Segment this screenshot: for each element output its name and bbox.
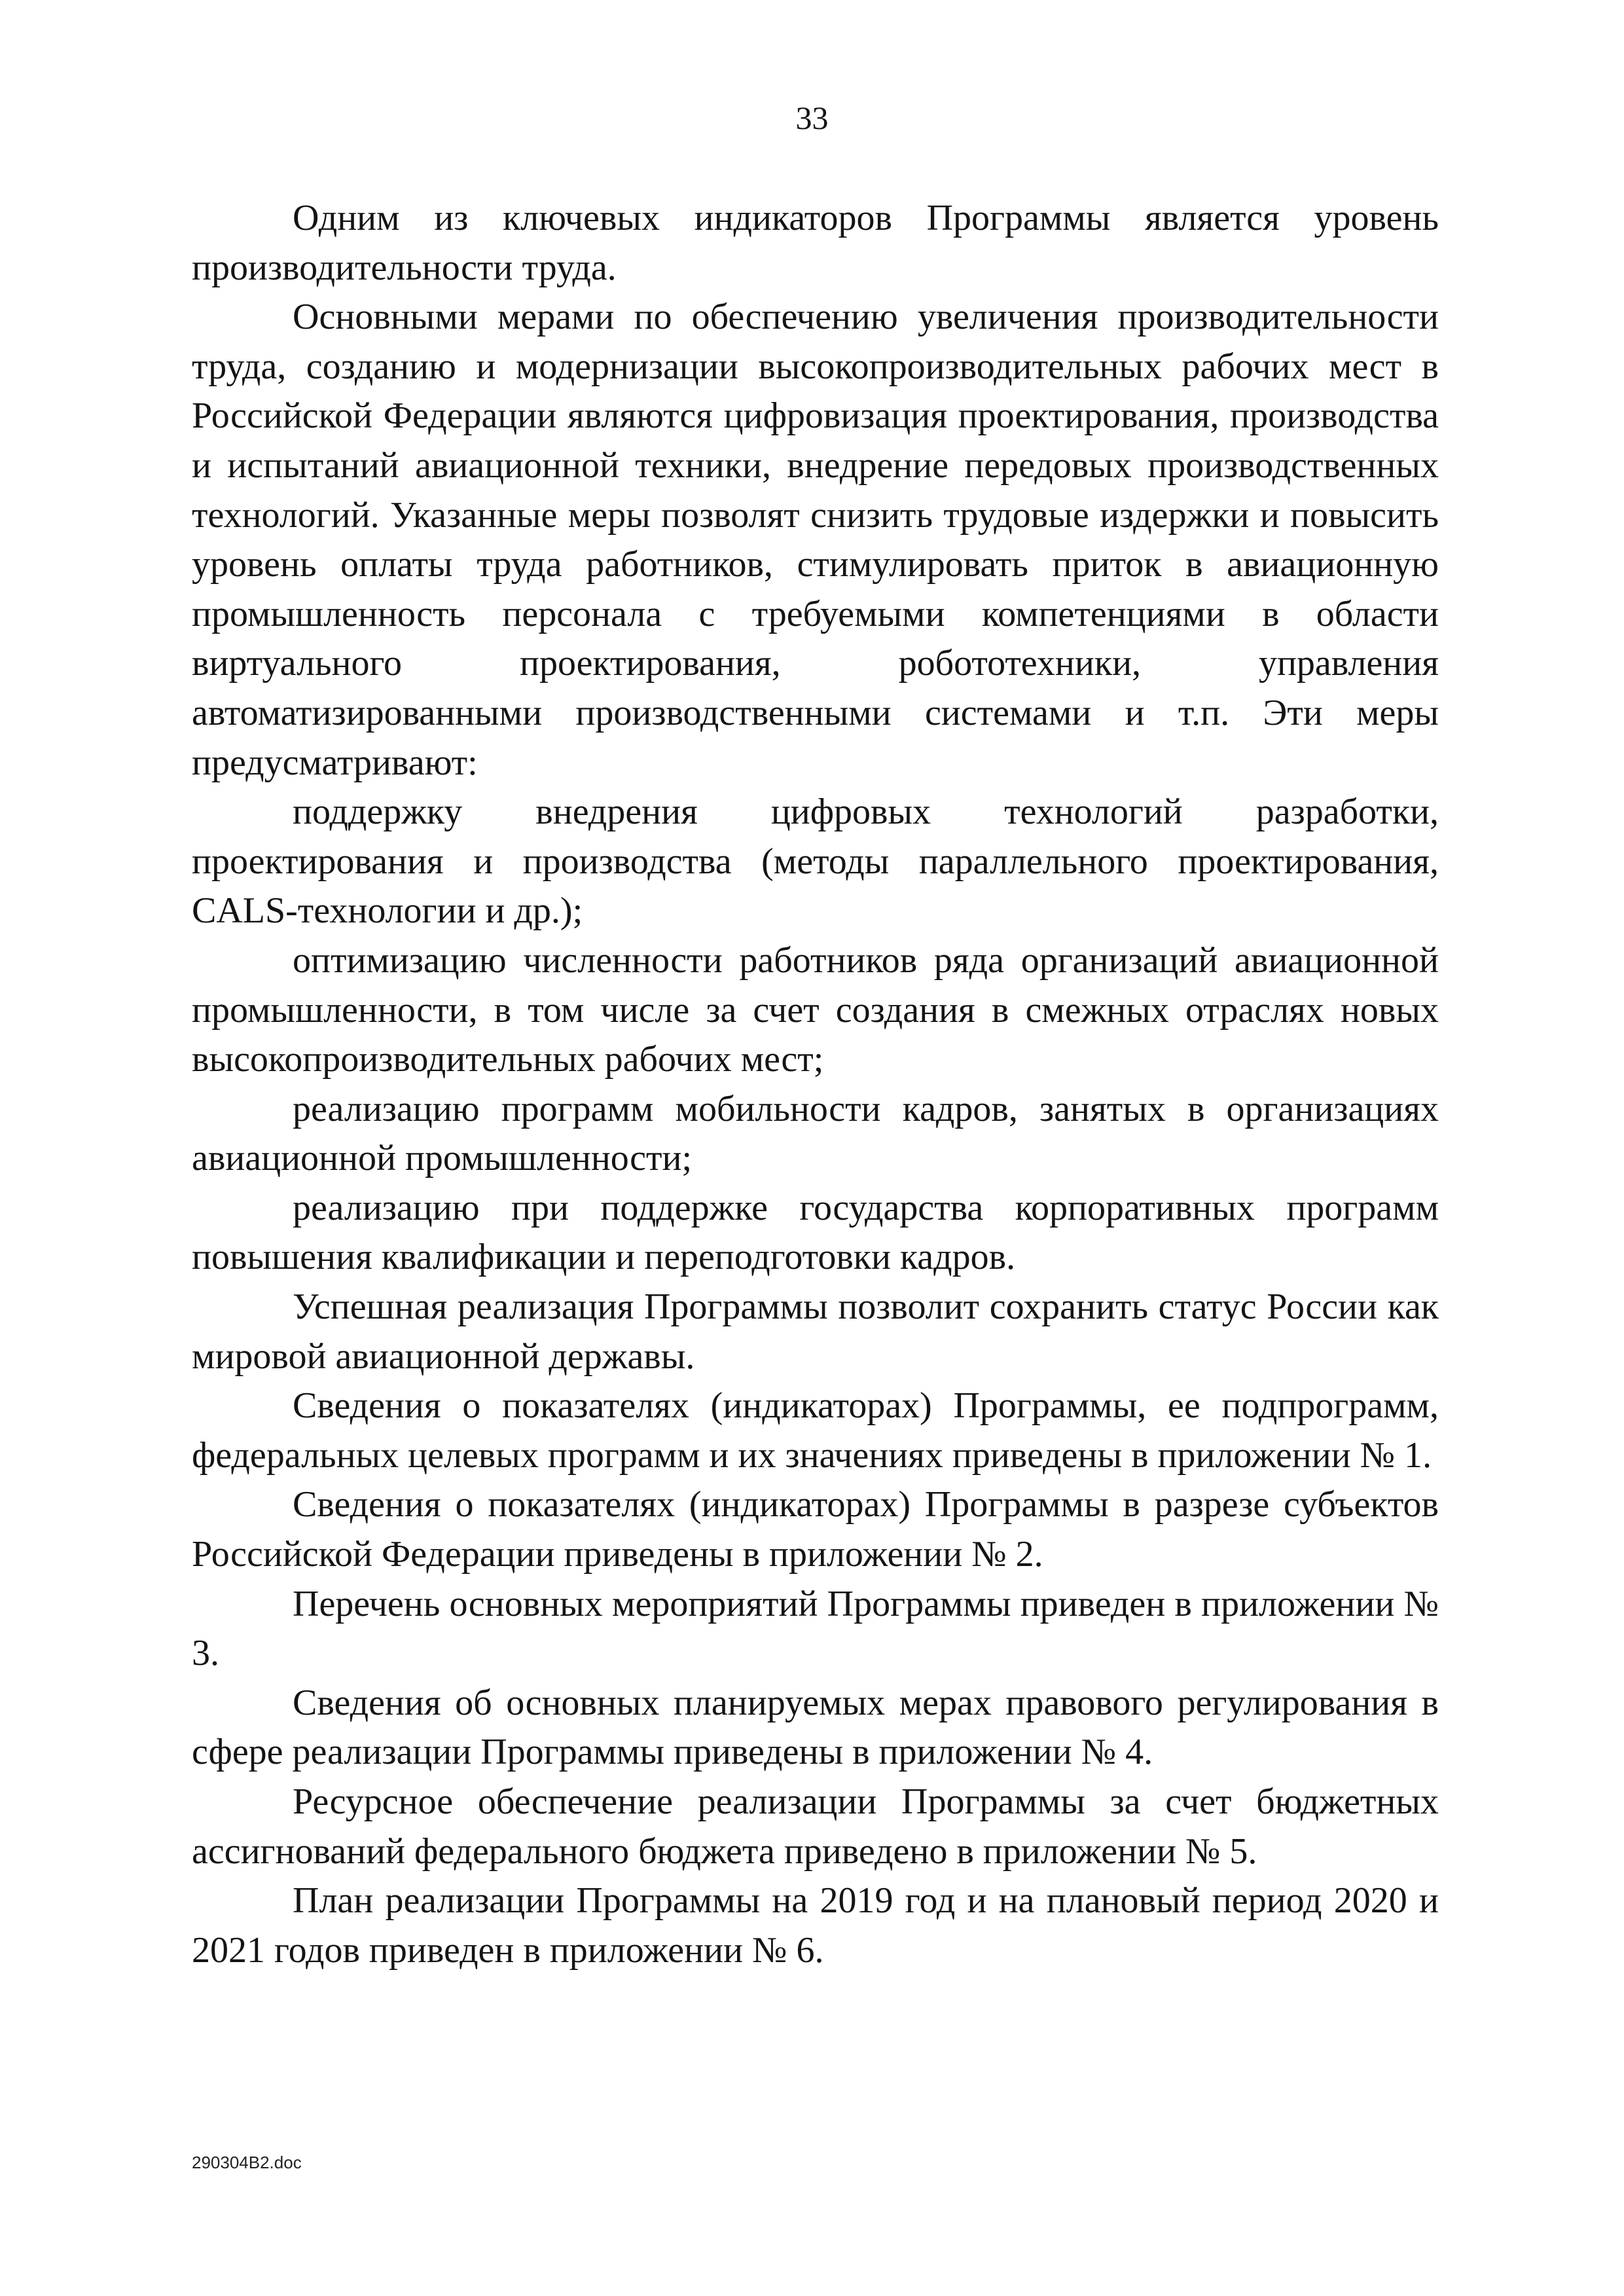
- paragraph-main-measures: Основными мерами по обеспечению увеличения производительности труда, созданию и модернизации высокопроизводительных рабочих мест в Российской Федерации являются цифровизация проектирования, производства и испытаний авиационной техники, внедрение передовых производственных технологий. Указанные меры позволят снизить трудовые издержки и повысить уровень оплаты труда работников, стимулировать приток в авиационную промышленность персонала с требуемыми компетенциями в области виртуального проектирования, робототехники, управления автоматизированными производственными системами и т.п. Эти меры предусматривают:: [192, 297, 1439, 783]
- paragraph-appendix-1: Сведения о показателях (индикаторах) Программы, ее подпрограмм, федеральных целевых программ и их значениях приведены в приложении № 1.: [192, 1385, 1439, 1476]
- paragraph-appendix-6: План реализации Программы на 2019 год и на плановый период 2020 и 2021 годов приведен в приложении № 6.: [192, 1880, 1439, 1971]
- footer-doc-code: 290304B2.doc: [192, 2153, 302, 2172]
- paragraph-appendix-2: Сведения о показателях (индикаторах) Программы в разрезе субъектов Российской Федерации приведены в приложении № 2.: [192, 1484, 1439, 1575]
- page-number: 33: [795, 100, 829, 136]
- paragraph-key-indicator: Одним из ключевых индикаторов Программы является уровень производительности труда.: [192, 198, 1439, 288]
- paragraph-success-status: Успешная реализация Программы позволит сохранить статус России как мировой авиационной державы.: [192, 1286, 1439, 1377]
- paragraph-appendix-4: Сведения об основных планируемых мерах правового регулирования в сфере реализации Программы приведены в приложении № 4.: [192, 1682, 1439, 1773]
- paragraph-appendix-5: Ресурсное обеспечение реализации Программы за счет бюджетных ассигнований федерального бюджета приведено в приложении № 5.: [192, 1781, 1439, 1872]
- document-body: [192, 194, 1439, 1975]
- list-item-digital-tech: поддержку внедрения цифровых технологий разработки, проектирования и производства (методы параллельного проектирования, CALS-технологии и др.);: [192, 792, 1439, 932]
- paragraph-appendix-3: Перечень основных мероприятий Программы приведен в приложении № 3.: [192, 1583, 1439, 1674]
- list-item-training-programs: реализацию при поддержке государства корпоративных программ повышения квалификации и переподготовки кадров.: [192, 1187, 1439, 1278]
- list-item-staff-optimization: оптимизацию численности работников ряда организаций авиационной промышленности, в том числе за счет создания в смежных отраслях новых высокопроизводительных рабочих мест;: [192, 939, 1439, 1080]
- list-item-mobility-programs: реализацию программ мобильности кадров, занятых в организациях авиационной промышленности;: [192, 1088, 1439, 1179]
